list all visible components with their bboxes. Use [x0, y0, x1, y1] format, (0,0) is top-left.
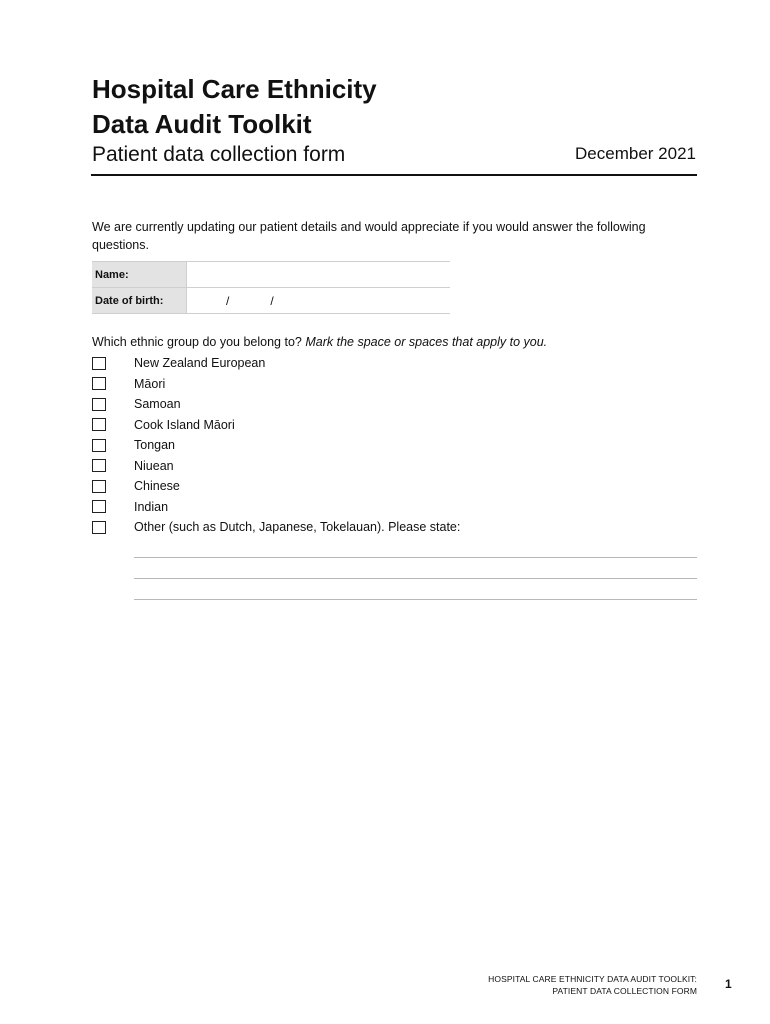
option-niuean: [92, 456, 460, 477]
page-footer: [488, 973, 697, 997]
question-instruction: Mark the space or spaces that apply to you.: [305, 335, 548, 349]
option-samoan: [92, 394, 460, 415]
ethnicity-options: [92, 353, 460, 538]
footer-line-1: HOSPITAL CARE ETHNICITY DATA AUDIT TOOLKIT:: [488, 974, 697, 984]
checkbox-indian[interactable]: [92, 500, 106, 513]
option-maori: [92, 374, 460, 395]
footer-line-2: PATIENT DATA COLLECTION FORM: [552, 986, 697, 996]
other-write-in-line-3[interactable]: [134, 599, 697, 600]
dob-field[interactable]: [187, 288, 451, 314]
dob-label: Date of birth:: [92, 288, 187, 314]
checkbox-maori[interactable]: [92, 377, 106, 390]
checkbox-other[interactable]: [92, 521, 106, 534]
checkbox-chinese[interactable]: [92, 480, 106, 493]
option-label: New Zealand European: [134, 356, 266, 371]
option-label: Cook Island Māori: [134, 417, 235, 432]
patient-details-table: [92, 261, 450, 314]
document-title: [92, 72, 377, 142]
option-label: Indian: [134, 499, 169, 514]
name-label: Name:: [92, 262, 187, 288]
option-indian: [92, 497, 460, 518]
other-write-in-line-2[interactable]: [134, 578, 697, 579]
question-text: Which ethnic group do you belong to?: [92, 335, 302, 349]
option-cook-island-maori: [92, 415, 460, 436]
option-tongan: [92, 435, 460, 456]
title-line-2: Data Audit Toolkit: [92, 109, 312, 139]
option-label: Samoan: [134, 397, 181, 412]
page-number: 1: [725, 977, 732, 991]
option-new-zealand-european: [92, 353, 460, 374]
title-line-1: Hospital Care Ethnicity: [92, 74, 377, 104]
option-label: Tongan: [134, 438, 176, 453]
checkbox-samoan[interactable]: [92, 398, 106, 411]
dob-separator-1: /: [226, 293, 230, 308]
header-divider: [91, 174, 697, 176]
option-chinese: [92, 476, 460, 497]
name-row: [92, 262, 450, 288]
option-label: Chinese: [134, 479, 180, 494]
option-label: Niuean: [134, 458, 174, 473]
checkbox-cook-island-maori[interactable]: [92, 418, 106, 431]
checkbox-new-zealand-european[interactable]: [92, 357, 106, 370]
document-date: December 2021: [575, 144, 696, 163]
option-label: Other (such as Dutch, Japanese, Tokelauan). Please state:: [134, 520, 461, 535]
dob-separator-2: /: [270, 293, 274, 308]
checkbox-tongan[interactable]: [92, 439, 106, 452]
option-other: [92, 517, 460, 538]
ethnicity-question: [92, 335, 547, 349]
dob-row: [92, 288, 450, 314]
option-label: Māori: [134, 376, 166, 391]
form-subtitle: Patient data collection form: [92, 143, 346, 166]
intro-text: We are currently updating our patient details and would appreciate if you would answer the following questions.: [92, 220, 646, 252]
name-field[interactable]: [187, 262, 451, 288]
other-write-in-line-1[interactable]: [134, 557, 697, 558]
checkbox-niuean[interactable]: [92, 459, 106, 472]
